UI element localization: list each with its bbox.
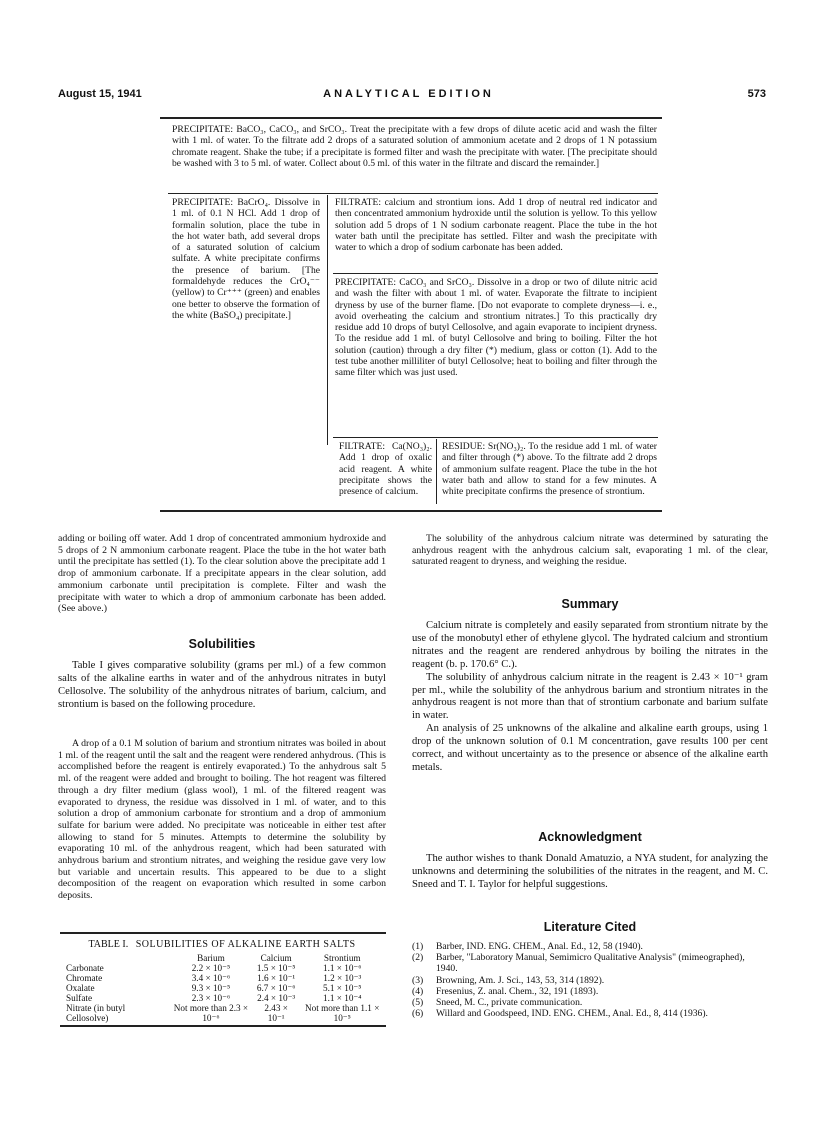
table-caption [58, 939, 386, 950]
paragraph: adding or boiling off water. Add 1 drop of concentrated ammonium hydroxide and 5 drops of 2 N ammonium carbonate reagent. Place the tube in the hot water bath until the precipitate has settled (1). To the clear solution above the precipitate add 1 drop of ammonium carbonate. If a precipitate appears in the clear solution, add ammonium carbonate until precipitation is complete. Filter and wash the precipitate with water to which a drop of ammonium carbonate has been added. (See above.) [58, 533, 386, 615]
table-cell: 5.1 × 10⁻⁵ [322, 983, 362, 993]
reference-item: (3) Browning, Am. J. Sci., 143, 53, 314 (1892). [412, 974, 605, 986]
table-row [64, 973, 386, 983]
right-col-intro [412, 533, 768, 568]
reference-item: (1) Barber, IND. ENG. CHEM., Anal. Ed., 12, 58 (1940). [412, 941, 643, 952]
table-cell: Carbonate [66, 963, 104, 973]
table-cell: 1.1 × 10⁻⁶ [322, 963, 362, 973]
paragraph: A drop of a 0.1 M solution of barium and strontium nitrates was boiled in about 1 ml. of the reagent until the salt and the reagent were rendered anhydrous. (This is accomplished before the reagent is entirely evaporated.) To the anhydrous salt 5 ml. of the reagent were added and brought to boiling. The hot reagent was filtered through a dry filter medium (glass wool), 1 ml. of the filtered reagent was evaporated to dryness, the residue was dissolved in 1 ml. of water, and to this solution a drop of ammonium carbonate for strontium and a drop of ammonium sulfate for barium were added. No precipitate was noticeable in either test after allowing to stand for 5 minutes. Attempts to determine the solubility by evaporating 10 ml. of the anhydrous reagent, which had been saturated with anhydrous barium and strontium nitrates, and weighing the residue gave very low but variable and uncertain results. This appeared to be due to a slight decomposition of the reagent on evaporation which resulted in some carbon deposits. [58, 738, 386, 902]
solubilities-text [58, 660, 386, 712]
heading-acknowledgment: Acknowledgment [538, 830, 642, 844]
table-cell: Not more than 2.3 × 10⁻⁶ [173, 1003, 249, 1023]
reference-item: (2) Barber, "Laboratory Manual, Semimicro Qualitative Analysis" (mimeographed), 1940. [412, 952, 745, 975]
reference-item: (5) Sneed, M. C., private communication. [412, 997, 583, 1009]
heading-literature-cited: Literature Cited [543, 920, 637, 934]
solubility-table [64, 953, 386, 1023]
scheme-vertical-rule-2 [436, 439, 437, 504]
reference-item: (6) Willard and Goodspeed, IND. ENG. CHEM., Anal. Ed., 8, 414 (1936). [412, 1008, 708, 1020]
table-cell: 2.3 × 10⁻⁶ [191, 993, 231, 1003]
paragraph: The author wishes to thank Donald Amatuzio, a NYA student, for analyzing the unknowns and determining the solubilities of the nitrates in the reagent, and M. C. Sneed and T. I. Taylor for helpful suggestions. [412, 853, 768, 890]
scheme-top-box: PRECIPITATE: BaCO₃, CaCO₃, and SrCO₃. Treat the precipitate with a few drops of dilute acetic acid and wash the filter with 1 ml. of water. To the filtrate add 2 drops of a saturated solution of ammonium acetate and 2 drops of 1 N potassium chromate reagent. Shake the tube; if a precipitate is formed filter and wash the precipitate with water. [The precipitate should be washed with 3 to 5 ml. of water. Collect about 0.5 ml. of this water in the filtrate and discard the remainder.] [172, 124, 657, 169]
acknowledgment-text [412, 853, 768, 892]
table-cell: 6.7 × 10⁻⁶ [256, 983, 296, 993]
table-row [64, 963, 386, 973]
table-cell: 2.4 × 10⁻³ [257, 993, 296, 1003]
reference-list [412, 941, 768, 1019]
table-header-cell: Barium [197, 953, 225, 963]
table-cell: 9.3 × 10⁻⁵ [191, 983, 231, 993]
table-row [64, 1003, 386, 1023]
table-cell: Sulfate [66, 993, 93, 1003]
left-col-text [58, 533, 386, 615]
table-row [64, 983, 386, 993]
table-row [64, 993, 386, 1003]
scheme-barium-box: PRECIPITATE: BaCrO₄. Dissolve in 1 ml. of 0.1 N HCl. Add 1 drop of formalin solution, place the tube in the hot water bath, add several drops of a saturated solution of calcium sulfate. A white precipitate confirms the presence of barium. [The formaldehyde reduces the CrO₄⁻⁻ (yellow) to Cr⁺⁺⁺ (green) and enables one better to observe the formation of the white (BaSO₄) precipitate.] [172, 197, 320, 321]
table-header-cell: Calcium [260, 953, 292, 963]
paragraph: The solubility of anhydrous calcium nitrate in the reagent is 2.43 × 10⁻¹ gram per ml., while the solubility of the anhydrous barium and strontium nitrates in the anhydrous reagent is not more than that of strontium carbonate and barium sulfate in water. [412, 671, 768, 722]
table-header-row [64, 953, 386, 963]
table-header-cell [64, 953, 168, 963]
procedure-text [58, 738, 386, 902]
scheme-calcium-box: FILTRATE: Ca(NO₃)₂. Add 1 drop of oxalic acid reagent. A white precipitate shows the presence of calcium. [339, 441, 432, 498]
table-caption-text: SOLUBILITIES OF ALKALINE EARTH SALTS [135, 939, 356, 950]
table-cell: 3.4 × 10⁻⁶ [191, 973, 231, 983]
table-cell: 2.2 × 10⁻⁵ [191, 963, 231, 973]
paragraph: The solubility of the anhydrous calcium nitrate was determined by saturating the anhydrous reagent with the anhydrous calcium salt, evaporating 1 ml. of the clear, saturated reagent to dryness, and weighing the residue. [412, 533, 768, 568]
table-cell: Chromate [66, 973, 103, 983]
scheme-carbonate-box: PRECIPITATE: CaCO₃ and SrCO₃. Dissolve in a drop or two of dilute nitric acid and wash the filter with about 1 ml. of water. Evaporate the filtrate to incipient dryness by use of the burner flame. [Do not evaporate to complete dryness—i. e., avoid overheating the calcium and strontium nitrates.] To this practically dry residue add 10 drops of butyl Cellosolve, and again evaporate to incipient dryness. To the residue add 1 ml. of butyl Cellosolve and bring to boiling. Filter the hot solution (caution) through a dry filter (*) medium, glass or cotton (1). Add to the test tube another milliliter of butyl Cellosolve; heat to boiling and filter through the same filter which was just used. [335, 277, 657, 379]
journal-title: ANALYTICAL EDITION [323, 88, 494, 100]
running-date: August 15, 1941 [58, 88, 142, 100]
table-cell: Not more than 1.1 × 10⁻⁵ [305, 1003, 380, 1023]
summary-text [412, 620, 768, 775]
scheme-divider-3 [333, 437, 658, 438]
scheme-vertical-rule [327, 195, 328, 445]
reference-item: (4) Fresenius, Z. anal. Chem., 32, 191 (1893). [412, 985, 599, 997]
table-cell: 1.1 × 10⁻⁴ [322, 993, 362, 1003]
heading-summary: Summary [561, 597, 619, 611]
table-cell: Nitrate (in butyl Cellosolve) [66, 1003, 126, 1023]
paragraph: An analysis of 25 unknowns of the alkaline and alkaline earth groups, using 1 drop of the unknown solution of 0.1 M concentration, gave results 100 per cent correct, and without uncertainty as to the presence or absence of the alkaline earth metals. [412, 723, 768, 773]
table-caption-label: TABLE I. [88, 939, 129, 950]
paragraph: Calcium nitrate is completely and easily separated from strontium nitrate by the use of the monobutyl ether of ethylene glycol. The hydrated calcium and strontium nitrates and the reagent are rendered anhydrous by boiling the nitrates in the reagent (b. p. 170.6° C.). [412, 620, 768, 670]
table-cell: 1.6 × 10⁻¹ [257, 973, 296, 983]
heading-solubilities: Solubilities [188, 637, 256, 651]
paragraph: Table I gives comparative solubility (grams per ml.) of a few common salts of the alkaline earths in water and of the anhydrous nitrates in butyl Cellosolve. The solubility of the anhydrous nitrates of barium, calcium, and strontium is based on the following procedure. [58, 660, 386, 710]
scheme-bottom-rule [160, 510, 662, 512]
scheme-filtrate-box: FILTRATE: calcium and strontium ions. Add 1 drop of neutral red indicator and then concentrated ammonium hydroxide until the solution is yellow. To this yellow solution add 5 drops of 1 N sodium carbonate reagent. Place the tube in the hot water bath until the precipitate has settled. Filter and wash the precipitate with water to which a drop of sodium carbonate has been added. [335, 197, 657, 254]
scheme-top-rule [160, 117, 662, 119]
table-cell: 2.43 × 10⁻¹ [264, 1003, 288, 1023]
table-cell: 1.2 × 10⁻³ [323, 973, 362, 983]
table-header-cell: Strontium [323, 953, 361, 963]
page-number: 573 [747, 88, 766, 100]
table-top-rule [60, 932, 386, 934]
scheme-strontium-box: RESIDUE: Sr(NO₃)₂. To the residue add 1 ml. of water and filter through (*) above. To the filtrate add 2 drops of ammonium sulfate reagent. Place the tube in the hot water bath and allow to stand for a few minutes. A white precipitate confirms the presence of strontium. [442, 441, 657, 498]
table-bottom-rule [60, 1025, 386, 1027]
scheme-divider [168, 193, 658, 194]
table-cell: Oxalate [66, 983, 95, 993]
table-cell: 1.5 × 10⁻⁵ [256, 963, 296, 973]
scheme-divider-2 [333, 273, 658, 274]
